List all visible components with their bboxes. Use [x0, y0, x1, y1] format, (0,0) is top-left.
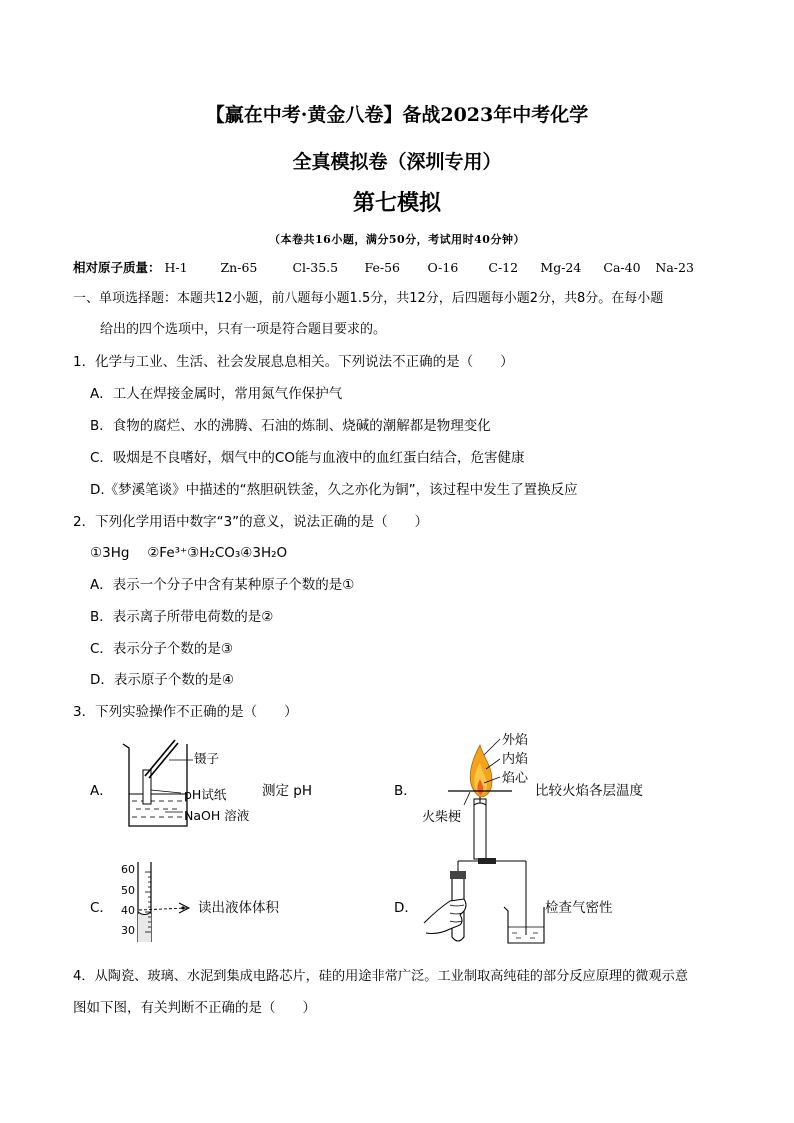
- cylinder-tick-label: 50: [121, 884, 135, 897]
- q3-a-caption: 测定 pH: [262, 783, 313, 799]
- flame-core-label: 焰心: [502, 771, 529, 786]
- q3-c-letter: C．: [90, 900, 113, 916]
- q2-option-a: A．表示一个分子中含有某种原子个数的是①: [90, 577, 355, 593]
- q4-line2: 图如下图，有关判断不正确的是（ ）: [73, 1000, 316, 1016]
- exam-note: （本卷共16小题，满分50分，考试用时40分钟）: [269, 233, 525, 246]
- exam-title-line3: 第七模拟: [352, 190, 441, 216]
- q3-c-caption: 读出液体体积: [198, 900, 279, 916]
- q1-option-a: A．工人在焊接金属时，常用氮气作保护气: [90, 386, 343, 402]
- q3-b-letter: B．: [394, 783, 417, 799]
- naoh-solution-label: NaOH 溶液: [184, 808, 250, 823]
- exam-title-line1: 【赢在中考·黄金八卷】备战2023年中考化学: [205, 104, 589, 126]
- section1-line2: 给出的四个选项中，只有一项是符合题目要求的。: [100, 322, 387, 337]
- q1-option-d: D.《梦溪笔谈》中描述的“熬胆矾铁釜，久之亦化为铜”，该过程中发生了置换反应: [90, 482, 578, 498]
- atomic-mass-item: C-12: [488, 260, 519, 275]
- tweezers-label: 镊子: [194, 751, 220, 766]
- atomic-mass-item: O-16: [427, 260, 459, 275]
- q1-option-c: C．吸烟是不良嗜好，烟气中的CO能与血液中的血红蛋白结合，危害健康: [90, 450, 525, 466]
- atomic-mass-item: Zn-65: [220, 260, 258, 275]
- atomic-mass-label: 相对原子质量：: [73, 260, 161, 275]
- q3-d-letter: D．: [394, 900, 418, 916]
- atomic-mass-item: Fe-56: [364, 260, 400, 275]
- atomic-mass-row: [73, 258, 694, 276]
- atomic-mass-item: Cl-35.5: [292, 260, 339, 275]
- atomic-mass-item: Mg-24: [540, 260, 582, 275]
- q2-symbols: ①3Hg ②Fe³⁺③H₂CO₃④3H₂O: [90, 545, 288, 561]
- atomic-mass-item: H-1: [164, 260, 188, 275]
- cylinder-tick-label: 30: [121, 924, 135, 937]
- cylinder-tick-label: 60: [121, 863, 135, 876]
- matchstick-label: 火柴梗: [422, 810, 462, 825]
- q2-option-d: D．表示原子个数的是④: [90, 672, 234, 688]
- q3-stem: 3．下列实验操作不正确的是（ ）: [73, 704, 298, 720]
- inner-flame-label: 内焰: [502, 752, 529, 767]
- q2-option-b: B．表示离子所带电荷数的是②: [90, 609, 274, 625]
- q3-b-caption: 比较火焰各层温度: [535, 783, 643, 799]
- atomic-mass-item: Ca-40: [603, 260, 641, 275]
- airtightness-check-figure: [420, 855, 550, 950]
- section1-line1: 一、单项选择题：本题共12小题，前八题每小题1.5分，共12分，后四题每小题2分，共8分。在每小题: [73, 291, 664, 306]
- q2-stem: 2．下列化学用语中数字“3”的意义，说法正确的是（ ）: [73, 514, 429, 530]
- cylinder-tick-label: 40: [121, 904, 135, 917]
- q3-a-letter: A．: [90, 783, 113, 799]
- q4-line1: 4．从陶瓷、玻璃、水泥到集成电路芯片，硅的用途非常广泛。工业制取高纯硅的部分反应原理的微观示意: [73, 969, 689, 984]
- ph-paper-label: pH试纸: [184, 787, 227, 802]
- q1-stem: 1．化学与工业、生活、社会发展息息相关。下列说法不正确的是（ ）: [73, 354, 514, 370]
- atomic-mass-item: Na-23: [655, 260, 694, 275]
- exam-title-line2: 全真模拟卷（深圳专用）: [292, 151, 502, 173]
- q2-option-c: C．表示分子个数的是③: [90, 641, 234, 657]
- outer-flame-label: 外焰: [502, 733, 529, 748]
- q1-option-b: B．食物的腐烂、水的沸腾、石油的炼制、烧碱的潮解都是物理变化: [90, 418, 491, 434]
- q3-d-caption: 检查气密性: [545, 900, 613, 916]
